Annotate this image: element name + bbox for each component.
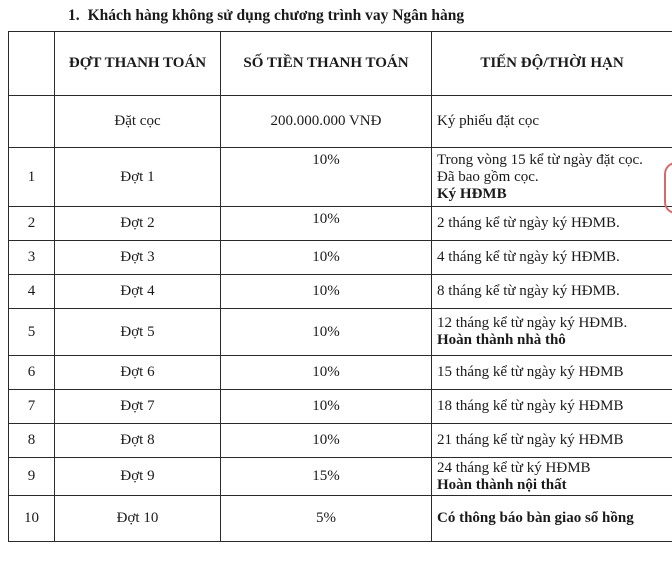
deadline-line: Hoàn thành nhà thô xyxy=(437,332,566,348)
payment-amount: 200.000.000 VNĐ xyxy=(221,96,432,148)
header-installment: ĐỢT THANH TOÁN xyxy=(55,32,221,96)
deadline-cell xyxy=(432,424,672,458)
table-row xyxy=(9,309,672,356)
section-title: Khách hàng không sử dụng chương trình vay Ngân hàng xyxy=(87,7,465,24)
installment-name: Đợt 6 xyxy=(55,356,221,390)
installment-name: Đợt 8 xyxy=(55,424,221,458)
deadline-line: 24 tháng kể từ ký HĐMB xyxy=(437,459,591,476)
deadline-line: Ký HĐMB xyxy=(437,185,507,202)
row-number: 6 xyxy=(9,356,55,390)
table-row xyxy=(9,96,672,148)
payment-amount: 10% xyxy=(221,424,432,458)
table-row xyxy=(9,458,672,496)
installment-name: Đợt 4 xyxy=(55,275,221,309)
header-no xyxy=(9,32,55,96)
deadline-line: 12 tháng kể từ ngày ký HĐMB. xyxy=(437,315,628,331)
table-row xyxy=(9,207,672,241)
table-row xyxy=(9,496,672,542)
deadline-cell xyxy=(432,390,672,424)
installment-name: Đợt 2 xyxy=(55,207,221,241)
row-number: 5 xyxy=(9,309,55,356)
payment-amount: 10% xyxy=(221,207,432,241)
row-number: 2 xyxy=(9,207,55,241)
table-row xyxy=(9,356,672,390)
section-number: 1. xyxy=(68,7,80,24)
table-row xyxy=(9,424,672,458)
table-body xyxy=(9,96,672,542)
deadline-cell xyxy=(432,241,672,275)
payment-amount: 10% xyxy=(221,275,432,309)
deadline-cell xyxy=(432,96,672,148)
deadline-cell xyxy=(432,275,672,309)
row-number: 10 xyxy=(9,496,55,542)
deadline-cell xyxy=(432,356,672,390)
row-number xyxy=(9,96,55,148)
payment-amount: 15% xyxy=(221,458,432,496)
installment-name: Đợt 1 xyxy=(55,148,221,207)
row-number: 4 xyxy=(9,275,55,309)
table-header-row xyxy=(9,32,672,96)
row-number: 3 xyxy=(9,241,55,275)
installment-name: Đợt 9 xyxy=(55,458,221,496)
deadline-line: 8 tháng kể từ ngày ký HĐMB. xyxy=(437,283,620,299)
table-row xyxy=(9,390,672,424)
table-row xyxy=(9,275,672,309)
installment-name: Đợt 5 xyxy=(55,309,221,356)
section-heading xyxy=(68,7,464,25)
payment-amount: 10% xyxy=(221,309,432,356)
red-stamp-edge xyxy=(664,162,672,214)
deadline-line: 2 tháng kể từ ngày ký HĐMB. xyxy=(437,215,620,231)
payment-amount: 10% xyxy=(221,356,432,390)
deadline-line: Trong vòng 15 kể từ ngày đặt cọc. xyxy=(437,151,643,168)
payment-amount: 10% xyxy=(221,390,432,424)
installment-name: Đợt 7 xyxy=(55,390,221,424)
installment-name: Đợt 3 xyxy=(55,241,221,275)
deadline-line: Đã bao gồm cọc. xyxy=(437,168,539,185)
deadline-line: 4 tháng kể từ ngày ký HĐMB. xyxy=(437,249,620,265)
installment-name: Đặt cọc xyxy=(55,96,221,148)
table-row xyxy=(9,241,672,275)
header-amount: SỐ TIỀN THANH TOÁN xyxy=(221,32,432,96)
table-row xyxy=(9,148,672,207)
deadline-line: 18 tháng kể từ ngày ký HĐMB xyxy=(437,398,624,414)
row-number: 7 xyxy=(9,390,55,424)
deadline-line: Hoàn thành nội thất xyxy=(437,476,567,493)
deadline-cell xyxy=(432,148,672,207)
header-deadline: TIẾN ĐỘ/THỜI HẠN xyxy=(432,32,672,96)
deadline-line: 15 tháng kể từ ngày ký HĐMB xyxy=(437,364,624,380)
payment-amount: 10% xyxy=(221,148,432,207)
payment-amount: 5% xyxy=(221,496,432,542)
row-number: 8 xyxy=(9,424,55,458)
deadline-cell xyxy=(432,496,672,542)
deadline-line: Có thông báo bàn giao sổ hồng xyxy=(437,510,634,526)
deadline-cell xyxy=(432,207,672,241)
deadline-line: Ký phiếu đặt cọc xyxy=(437,113,540,129)
installment-name: Đợt 10 xyxy=(55,496,221,542)
row-number: 1 xyxy=(9,148,55,207)
deadline-cell xyxy=(432,458,672,496)
row-number: 9 xyxy=(9,458,55,496)
deadline-cell xyxy=(432,309,672,356)
payment-amount: 10% xyxy=(221,241,432,275)
deadline-line: 21 tháng kể từ ngày ký HĐMB xyxy=(437,432,624,448)
payment-schedule-table xyxy=(8,31,672,542)
